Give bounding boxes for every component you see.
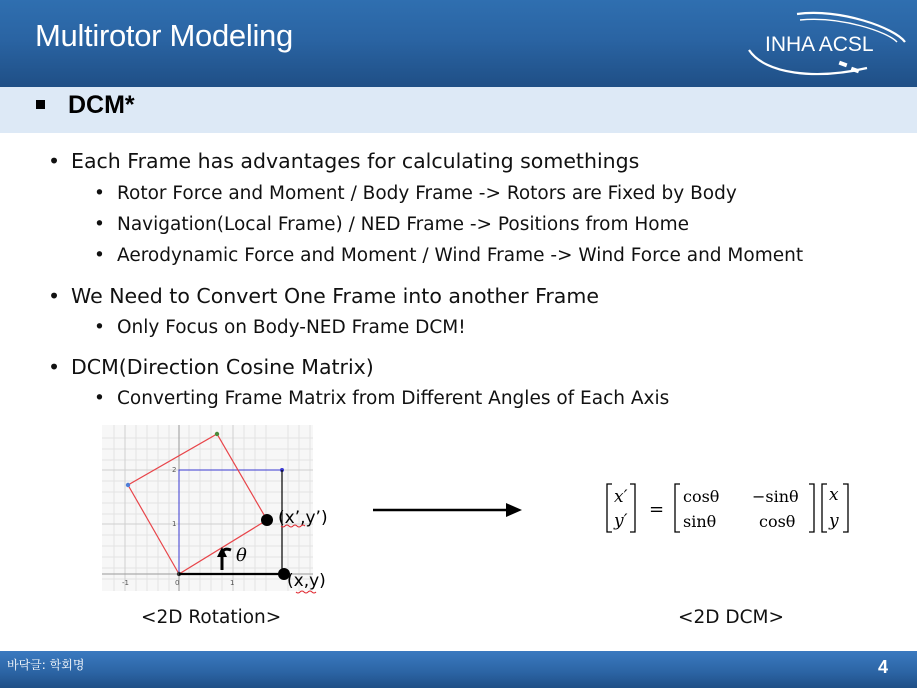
lhs-y-prime: y′ [614,511,628,531]
inha-acsl-logo [745,8,915,84]
tick-label-y-2: 2 [172,466,177,474]
sub-bullet-navigation: • Navigation(Local Frame) / NED Frame -> Positions from Home [117,214,689,235]
sub-bullet-aerodynamic: • Aerodynamic Force and Moment / Wind Frame -> Wind Force and Moment [117,245,803,266]
rhs-y: y [829,511,839,531]
footer-bar [0,651,917,688]
rotation-caption: <2D Rotation> [141,607,282,628]
tick-label-x-1: 1 [230,579,235,587]
tick-label-x-0: 0 [175,579,180,587]
original-point-label: (x,y) [287,571,326,591]
bullet-frame-advantages: • Each Frame has advantages for calculating somethings [71,149,639,173]
tick-label-x-neg1: -1 [122,579,129,587]
tick-label-y-1: 1 [172,520,177,528]
dcm-equation [604,482,859,540]
angle-theta-label: θ [236,545,247,566]
slide-title: Multirotor Modeling [35,18,293,53]
rotated-point-icon [261,514,273,526]
rotation-graph [100,423,340,598]
matrix-cell-cos-2: cosθ [759,512,796,531]
dcm-caption: <2D DCM> [678,607,785,628]
footer-note: 바닥글: 학회명 [7,658,85,672]
dcm-matrix-brackets [604,482,859,540]
equals-sign: = [649,499,665,520]
square-bullet-icon [36,100,45,109]
matrix-cell-cos: cosθ [683,487,720,506]
bullet-convert-frame: • We Need to Convert One Frame into another Frame [71,284,599,308]
matrix-cell-sin: sinθ [683,512,717,531]
page-number: 4 [878,657,889,677]
matrix-cell-neg-sin: −sinθ [752,487,799,506]
rhs-x: x [829,485,839,505]
rotation-figure [100,423,340,598]
section-title: DCM* [68,91,135,119]
right-arrow-icon [370,500,530,520]
sub-bullet-converting: • Converting Frame Matrix from Different Angles of Each Axis [117,388,669,409]
logo-text: INHA ACSL [765,33,874,56]
sub-bullet-body-ned: • Only Focus on Body-NED Frame DCM! [117,317,466,338]
bullet-dcm: • DCM(Direction Cosine Matrix) [71,355,374,379]
rotated-point-label: (x’,y’) [278,508,328,528]
section-bar [0,87,917,133]
sub-bullet-rotor-force: • Rotor Force and Moment / Body Frame -> Rotors are Fixed by Body [117,183,737,204]
lhs-x-prime: x′ [614,487,628,507]
